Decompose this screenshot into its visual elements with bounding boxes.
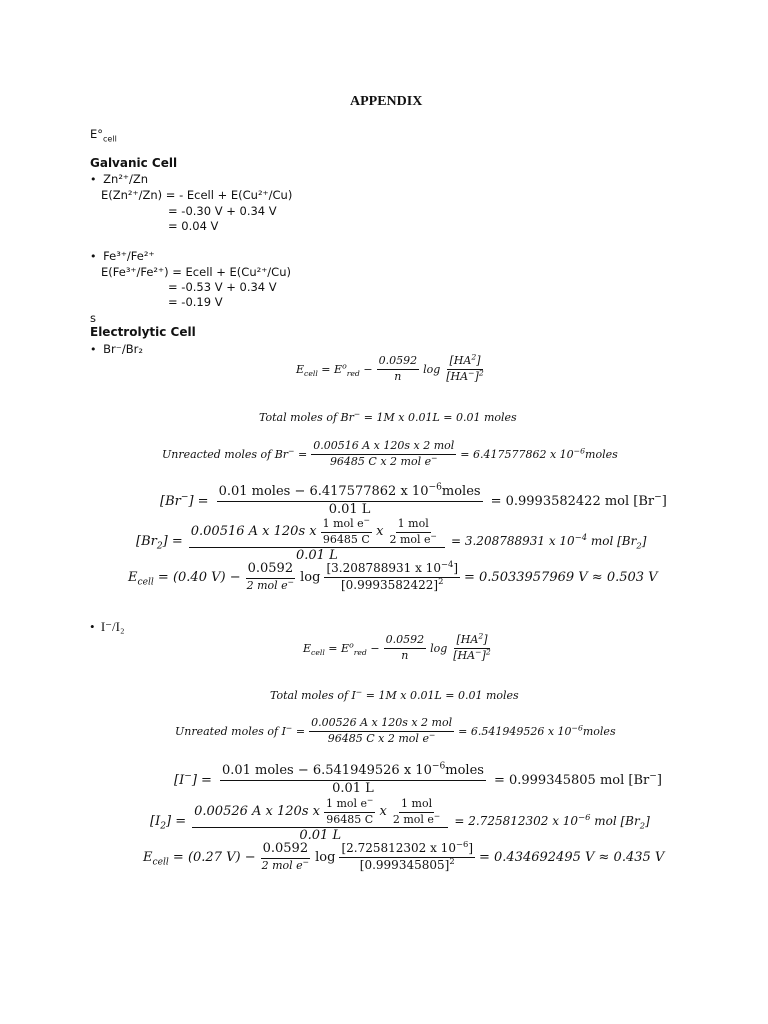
ecell-log-fraction [339, 839, 475, 873]
x2-x: x [379, 803, 387, 819]
frac-num: $[HA^2]$ [454, 634, 489, 649]
ecell-rhs: = 0.5033957969 V ≈ 0.503 V [464, 569, 658, 585]
frac-den: 2 mol e− [246, 577, 295, 592]
br-ecell-equation [128, 559, 658, 593]
fe-label: Fe³⁺/Fe²⁺ [103, 249, 155, 263]
unreacted-rhs: = 6.541949526 x $10^{-6}moles$ [458, 722, 616, 738]
i-total-moles: Total moles of I− = 1M x 0.01L = 0.01 moles [270, 687, 519, 702]
frac-num: 0.0592 [384, 634, 427, 649]
frac-den: $[HA^-]^2$ [453, 646, 491, 662]
nernst-fraction [384, 634, 427, 662]
nernst-fraction [377, 355, 420, 383]
frac-den: 2 mol e− [261, 857, 310, 872]
frac-den: 0.01 L [328, 501, 371, 517]
x2-fraction [189, 515, 445, 564]
page-title: APPENDIX [350, 94, 423, 109]
conc-rhs: = 0.9993582422 mol [Br−] [490, 492, 667, 509]
x2-fraction [192, 795, 448, 844]
i-label: I⁻/I₂ [100, 619, 125, 634]
frac-den: 96485 C [322, 532, 370, 546]
x2-den: 0.01 L [296, 548, 338, 564]
x2-f1 [321, 515, 373, 546]
i-unreacted-equation [175, 717, 616, 745]
x2-rhs: = 2.725812302 x $10^{-6}$ mol $[Br_2]$ [454, 812, 650, 831]
unreacted-fraction [311, 440, 456, 468]
frac-num: 1 mol [396, 518, 431, 533]
zn-line1: E(Zn²⁺/Zn) = - Ecell + E(Cu²⁺/Cu) [101, 188, 293, 202]
galvanic-heading: Galvanic Cell [90, 156, 178, 170]
nernst-lhs: $E_{cell} = E^o_{red}$ − [296, 360, 373, 378]
frac-den: 96485 C x 2 mol e− [327, 729, 436, 745]
i-concentration-equation [174, 761, 662, 797]
log-label: log [315, 849, 336, 865]
log-label: log [300, 569, 321, 585]
conc-lhs: [I−] = [174, 771, 212, 788]
frac-den: 2 mol e− [389, 530, 437, 546]
frac-num: 0.00516 A x 120s x 2 mol [311, 440, 456, 455]
i-ecell-equation [143, 839, 665, 873]
nernst-lhs: $E_{cell} = E^o_{red}$ − [303, 639, 380, 657]
frac-den: 96485 C x 2 mol e− [329, 452, 438, 468]
x2-rhs: = 3.208788931 x $10^{-4}$ mol $[Br_2]$ [450, 532, 647, 551]
x2-den: 0.01 L [299, 828, 342, 844]
br-total-moles: Total moles of Br− = 1M x 0.01L = 0.01 moles [259, 409, 517, 424]
ecell-rhs: = 0.434692495 V ≈ 0.435 V [479, 849, 665, 865]
br-nernst-equation [296, 352, 490, 383]
fe-line2: = -0.53 V + 0.34 V [168, 280, 277, 294]
conc-lhs: [Br−] = [160, 492, 209, 509]
electrolytic-heading: Electrolytic Cell [90, 325, 196, 339]
frac-den: $[HA^-]^2$ [446, 367, 484, 383]
x2-f2 [391, 798, 443, 826]
frac-num: 0.0592 [246, 562, 296, 579]
bullet-icon: • [90, 250, 97, 263]
i2-equation [150, 795, 650, 844]
zn-line2: = -0.30 V + 0.34 V [168, 204, 277, 218]
unreacted-lhs: Unreated moles of I− = [175, 722, 306, 738]
frac-den: n [401, 648, 409, 662]
zn-label: Zn²⁺/Zn [103, 172, 149, 186]
log-label: log [423, 362, 441, 376]
x2-x: x [376, 523, 384, 539]
frac-num: 0.01 moles − 6.417577862 x $10^{-6}moles$ [217, 485, 483, 502]
x2-numerator [192, 795, 448, 828]
x2-a: 0.00526 A x 120s x [194, 803, 320, 819]
frac-num: 1 mol e− [321, 518, 373, 533]
frac-num: [2.725812302 x $10^{-6}$] [339, 842, 475, 858]
ecell-heading [90, 127, 117, 144]
x2-lhs: $[I_2]$ = [150, 813, 187, 832]
frac-num: 0.0592 [377, 355, 420, 370]
frac-num: 1 mol e− [324, 798, 376, 813]
bullet-icon: • [90, 619, 95, 634]
x2-lhs: $[Br_2]$ = [136, 533, 183, 552]
ecell-heading-sub: cell [103, 134, 117, 144]
frac-num: 1 mol [399, 798, 434, 813]
br-label: Br⁻/Br₂ [103, 342, 143, 356]
conc-fraction [217, 482, 483, 518]
frac-num: [3.208788931 x $10^{-4}$] [324, 562, 460, 578]
zn-line3: = 0.04 V [168, 219, 219, 233]
i-bullet [90, 619, 124, 635]
br-bullet [90, 342, 143, 356]
frac-den: 2 mol e− [392, 810, 441, 826]
unreacted-fraction [309, 717, 454, 745]
ecell-heading-text: E° [90, 127, 104, 141]
log-label: log [430, 641, 448, 655]
br-concentration-equation [160, 482, 667, 518]
x2-f2 [387, 518, 439, 546]
ecell-lhs: $E_{cell} = (0.27$ V) − [143, 849, 256, 868]
br-unreacted-equation [162, 440, 618, 468]
nernst-log-fraction [444, 352, 485, 383]
br2-equation [136, 515, 647, 564]
stray-s: s [90, 311, 96, 325]
conc-rhs: = 0.999345805 mol [Br−] [493, 771, 662, 788]
frac-den: $[0.999345805]^2$ [359, 855, 455, 872]
i-nernst-equation [303, 631, 497, 662]
frac-den: 0.01 L [332, 780, 374, 796]
bullet-icon: • [90, 343, 97, 356]
ecell-fraction [260, 842, 312, 873]
fe-line3: = -0.19 V [168, 295, 223, 309]
frac-num: 0.0592 [261, 842, 311, 859]
nernst-log-fraction [451, 631, 492, 662]
ecell-lhs: $E_{cell} = (0.40$ V) − [128, 569, 241, 588]
fe-bullet [90, 249, 155, 263]
conc-fraction [220, 761, 486, 797]
frac-den: n [394, 369, 402, 383]
unreacted-rhs: = 6.417577862 x $10^{-6}moles$ [460, 445, 618, 461]
x2-numerator [189, 515, 445, 548]
zn-bullet [90, 172, 148, 186]
frac-den: 96485 C [326, 812, 374, 826]
frac-num: 0.01 moles − 6.541949526 x $10^{-6}moles$ [220, 764, 486, 781]
fe-line1: E(Fe³⁺/Fe²⁺) = Ecell + E(Cu²⁺/Cu) [101, 265, 291, 279]
bullet-icon: • [90, 173, 97, 186]
frac-num: $[HA^2]$ [447, 355, 482, 370]
ecell-log-fraction [324, 559, 460, 593]
unreacted-lhs: Unreacted moles of Br− = [162, 445, 308, 461]
x2-a: 0.00516 A x 120s x [190, 523, 317, 539]
frac-den: $[0.9993582422]^2$ [340, 575, 444, 592]
frac-num: 0.00526 A x 120s x 2 mol [309, 717, 454, 732]
ecell-fraction [245, 562, 297, 593]
x2-f1 [324, 795, 376, 826]
